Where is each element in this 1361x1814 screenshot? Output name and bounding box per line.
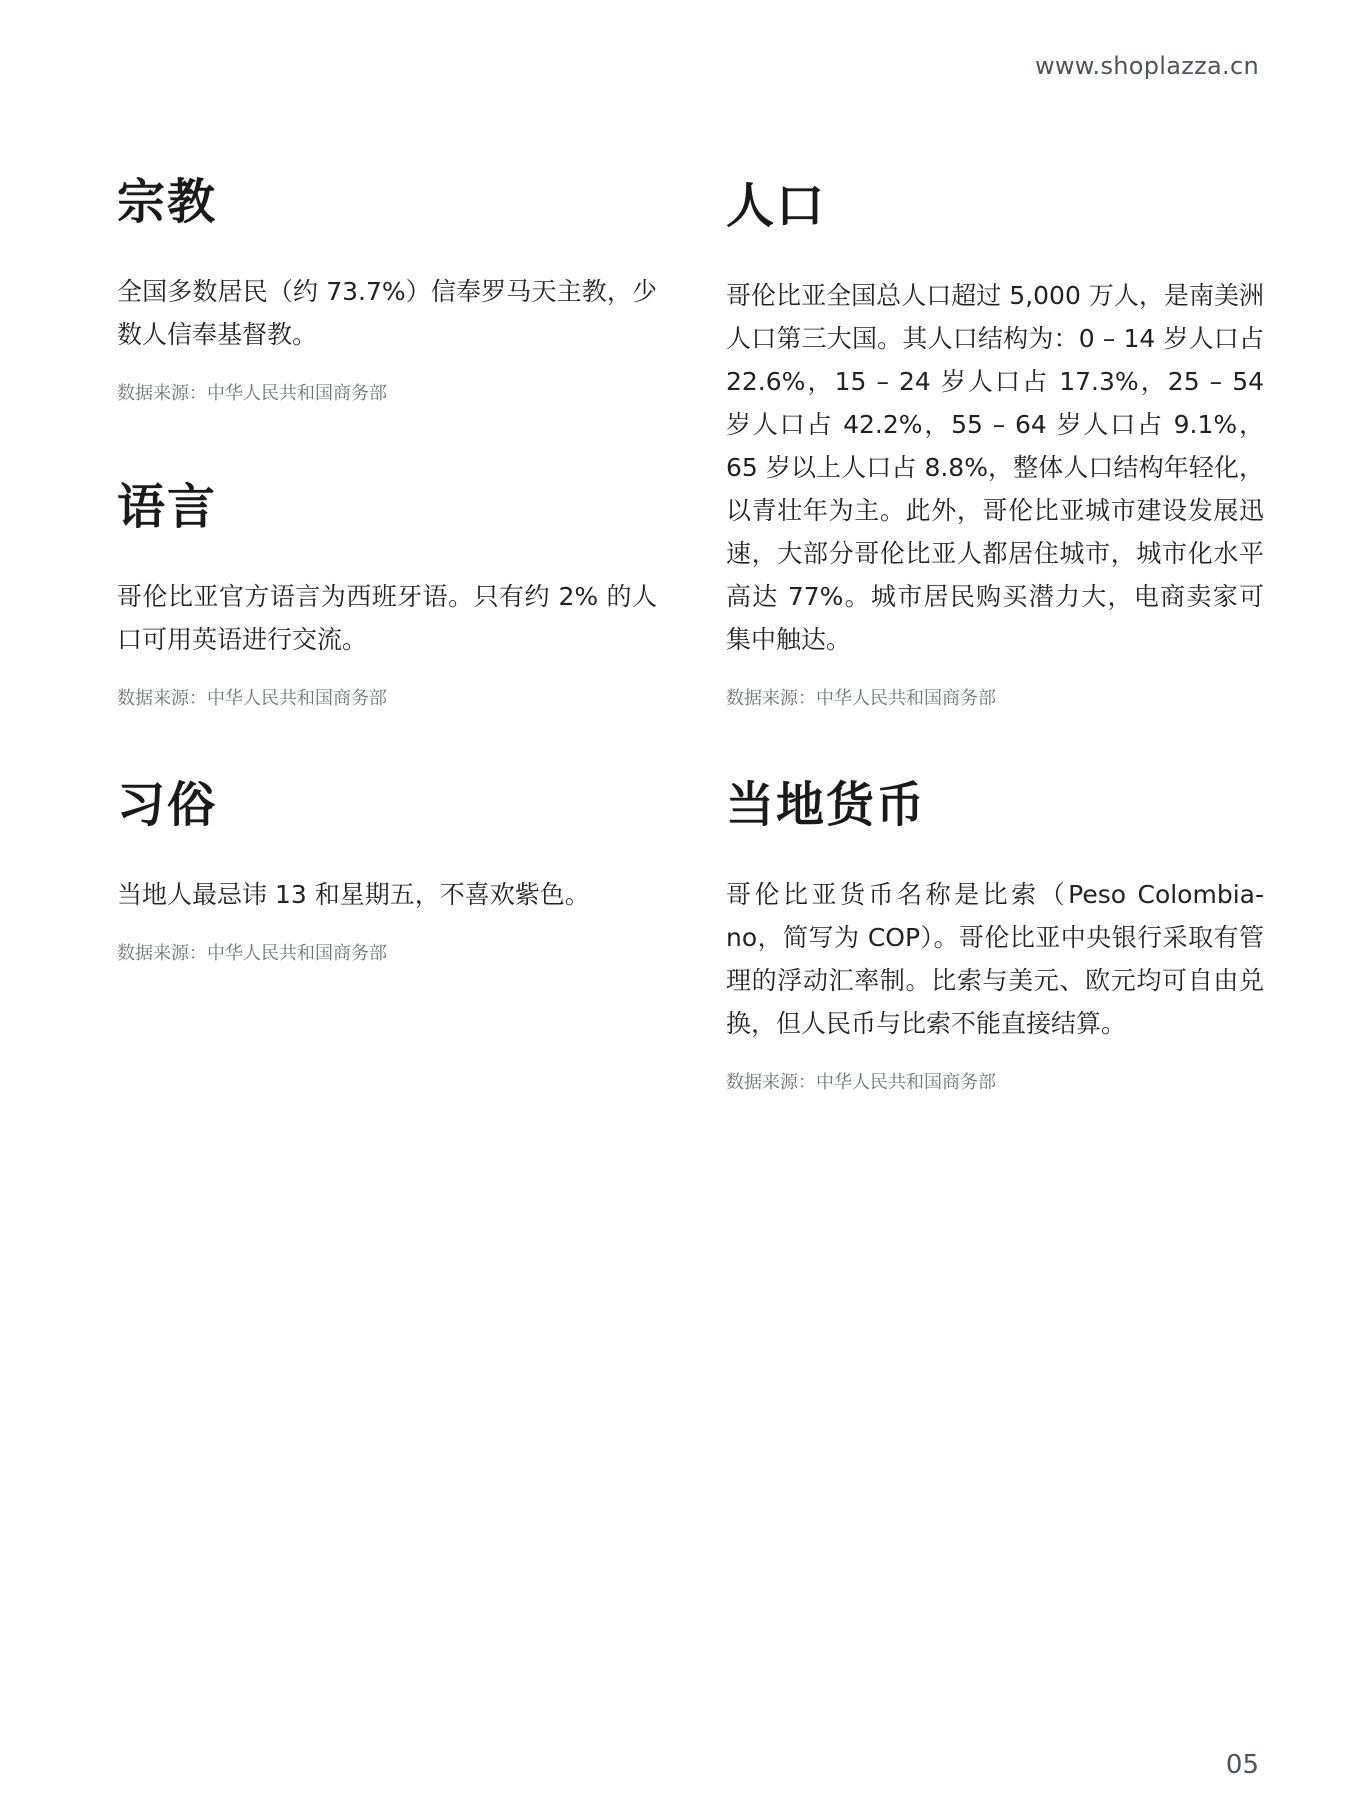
- section-source-customs: 数据来源：中华人民共和国商务部: [117, 943, 387, 964]
- page-number: 05: [1225, 1750, 1259, 1780]
- section-customs: [117, 775, 657, 966]
- site-url[interactable]: www.shoplazza.cn: [1034, 52, 1259, 80]
- section-body-religion: 全国多数居民（约 73.7%）信奉罗马天主教，少数人信奉基督教。: [117, 277, 657, 349]
- section-source-currency: 数据来源：中华人民共和国商务部: [726, 1072, 996, 1093]
- section-body-language: 哥伦比亚官方语言为西班牙语。只有约 2% 的人口可用英语进行交流。: [117, 582, 657, 654]
- section-population: [726, 176, 1264, 711]
- section-body-population: 哥伦比亚全国总人口超过 5,000 万人，是南美洲人口第三大国。其人口结构为：0 – 14 岁人口占 22.6%，15 – 24 岁人口占 17.3%，25 – 54 岁人口占 42.2%，55 – 64 岁人口占 9.1%，65 岁以上人口占 8.8%，整体人口结构年轻化，以青壮年为主。此外，哥伦比亚城市建设发展迅速，大部分哥伦比亚人都居住城市，城市化水平高达 77%。城市居民购买潜力大，电商卖家可集中触达。: [726, 281, 1264, 654]
- section-language: [117, 477, 657, 711]
- section-religion: [117, 172, 657, 406]
- section-currency: [726, 775, 1264, 1095]
- section-title-language: 语言: [117, 479, 218, 535]
- section-source-language: 数据来源：中华人民共和国商务部: [117, 688, 387, 709]
- section-source-population: 数据来源：中华人民共和国商务部: [726, 688, 996, 709]
- section-title-customs: 习俗: [117, 777, 218, 833]
- section-title-currency: 当地货币: [726, 777, 927, 833]
- section-source-religion: 数据来源：中华人民共和国商务部: [117, 383, 387, 404]
- section-body-customs: 当地人最忌讳 13 和星期五，不喜欢紫色。: [117, 880, 590, 909]
- section-body-currency: 哥伦比亚货币名称是比索（Peso Colombia-no，简写为 COP）。哥伦比亚中央银行采取有管理的浮动汇率制。比索与美元、欧元均可自由兑换，但人民币与比索不能直接结算。: [726, 880, 1264, 1038]
- section-title-religion: 宗教: [117, 174, 218, 230]
- section-title-population: 人口: [726, 178, 827, 234]
